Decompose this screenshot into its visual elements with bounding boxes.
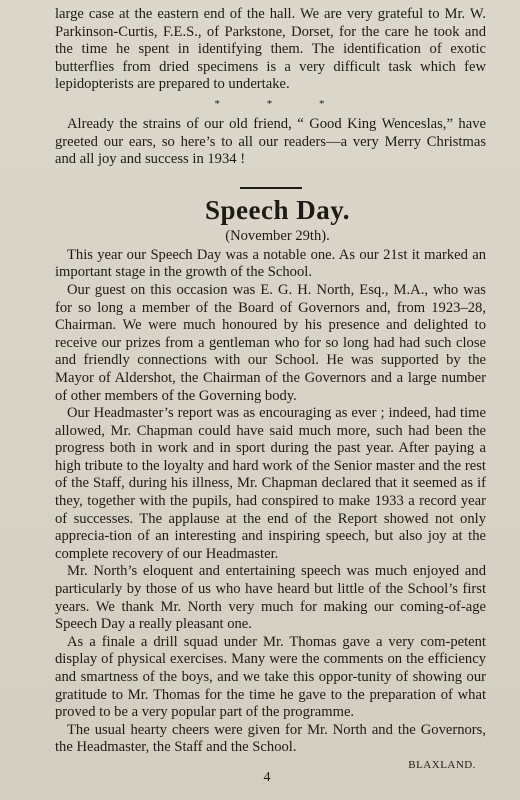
christmas-greeting-paragraph: Already the strains of our old friend, “ Good King Wenceslas,” have greeted our ears, so here’s to all our readers—a very Merry Christmas and all joy and success in 1934 ! (55, 115, 486, 168)
article-paragraph-2: Our guest on this occasion was E. G. H. North, Esq., M.A., who was for so long a member of the Board of Governors and, from 1923–28, Chairman. We were much honoured by his presence and delighted to receive our prizes from a gentleman who for so long had had such close and friendly connections with our School. He was supported by the Mayor of Aldershot, the Chairman of the Governors and a large number of other members of the Governing body. (55, 281, 486, 404)
horizontal-rule (240, 187, 302, 189)
continued-paragraph: large case at the eastern end of the hall. We are very grateful to Mr. W. Parkinson-Curtis, F.E.S., of Parkstone, Dorset, for the care he took and the time he spent in identifying them. The identification of exotic butterflies from dried specimens is a very difficult task which few lepidopterists are prepared to undertake. (55, 6, 486, 93)
article-title: Speech Day. (204, 194, 350, 225)
section-separator: * * * (214, 97, 347, 110)
article-paragraph-5: As a finale a drill squad under Mr. Thomas gave a very com-petent display of physical exercises. Many were the comments on the efficiency and smartness of the boys, and we take this oppor-tunity of showing our gratitude to Mr. Thomas for the time he gave to the preparation of what proved to be a very popular part of the programme. (55, 633, 486, 721)
article-date: (November 29th). (225, 227, 330, 244)
article-paragraph-3: Our Headmaster’s report was as encouraging as ever ; indeed, had time allowed, Mr. Chapman could have said much more, such had been the progress both in work and in sport during the past year. After paying a high tribute to the loyalty and hard work of the Senior master and the rest of the Staff, during his illness, Mr. Chapman declared that it seemed as if they, together with the pupils, had conspired to make 1933 a record year of successes. The applause at the end of the Report showed not only apprecia-tion of an interesting and inspiring speech, but also joy at the complete recovery of our Headmaster. (55, 405, 486, 562)
article-paragraph-4: Mr. North’s eloquent and entertaining speech was much enjoyed and particularly by those of us who have heard but little of the School’s first years. We thank Mr. North very much for making our coming-of-age Speech Day a really pleasant one. (55, 563, 486, 633)
author-signature: BLAXLAND. (408, 758, 476, 771)
page-number: 4 (263, 770, 271, 785)
article-paragraph-1: This year our Speech Day was a notable one. As our 21st it marked an important stage in the growth of the School. (55, 246, 486, 281)
article-paragraph-6: The usual hearty cheers were given for Mr. North and the Governors, the Headmaster, the Staff and the School. (55, 721, 486, 756)
